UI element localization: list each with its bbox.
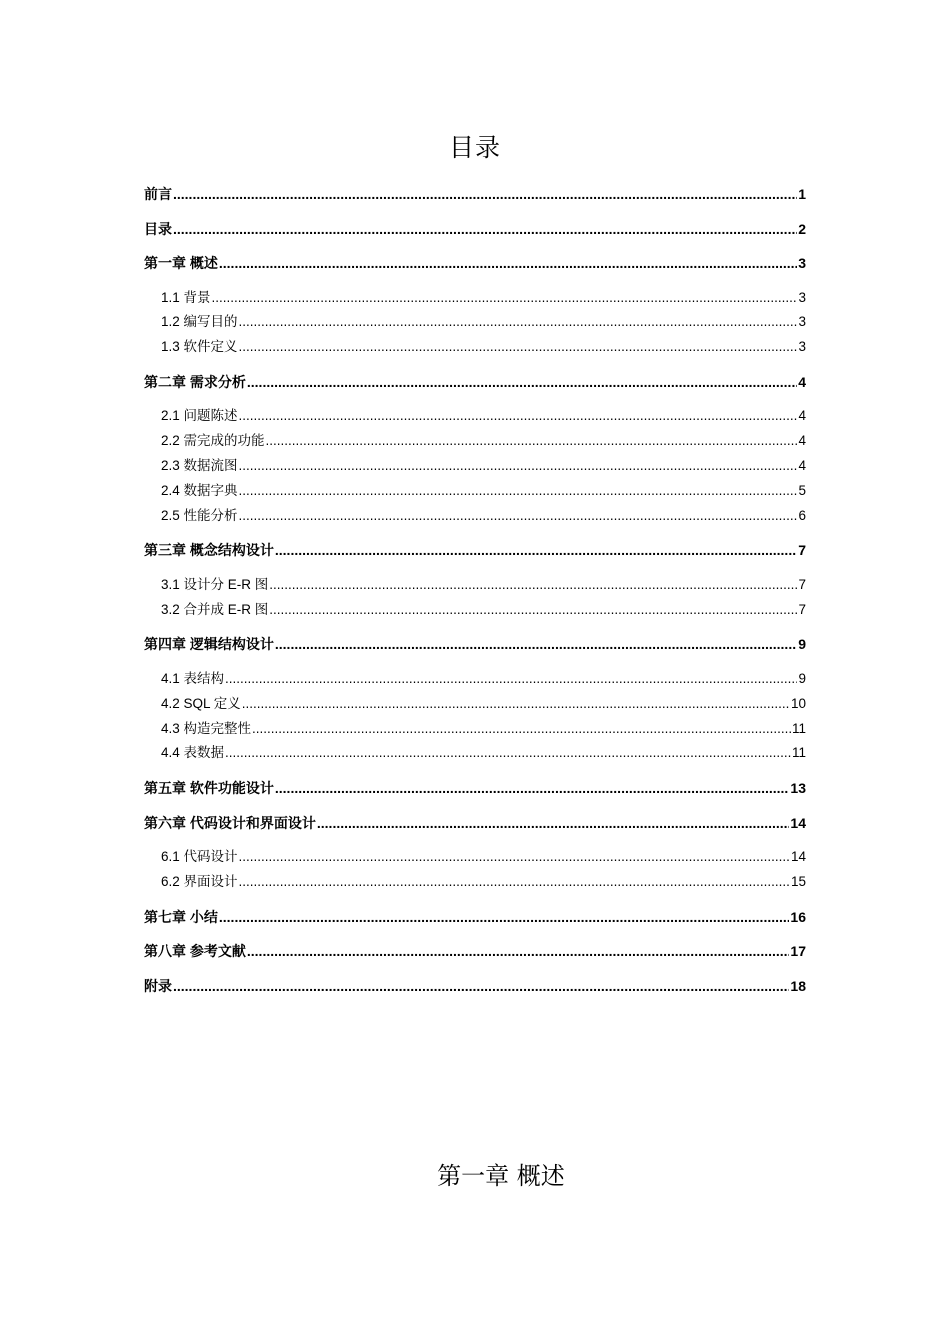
toc-entry-label: 2.3 数据流图: [161, 457, 238, 473]
toc-dot-leader: [239, 504, 798, 529]
toc-page-number: 7: [798, 542, 806, 559]
toc-page-number: 5: [798, 482, 806, 498]
toc-spacer: [144, 206, 806, 217]
toc-spacer: [144, 394, 806, 405]
toc-entry-label: 2.5 性能分析: [161, 507, 238, 523]
toc-entry-label: 第四章 逻辑结构设计: [144, 636, 274, 653]
toc-dot-leader: [275, 632, 797, 656]
toc-dot-leader: [173, 217, 797, 241]
toc-dot-leader: [269, 573, 797, 598]
toc-chapter-entry[interactable]: [144, 905, 806, 929]
toc-entry-label: 6.1 代码设计: [161, 849, 238, 865]
toc-entry-label: 附录: [144, 977, 172, 994]
toc-chapter-entry[interactable]: [144, 811, 806, 835]
toc-entry-label: 3.1 设计分 E-R 图: [161, 576, 269, 592]
toc-entry-label: 第八章 参考文献: [144, 943, 246, 960]
toc-section-entry[interactable]: [144, 667, 806, 692]
toc-spacer: [144, 895, 806, 905]
toc-section-entry[interactable]: [144, 717, 806, 742]
toc-entry-label: 4.3 构造完整性: [161, 720, 252, 736]
toc-spacer: [144, 360, 806, 370]
toc-page-number: 3: [798, 255, 806, 271]
toc-spacer: [144, 528, 806, 538]
toc-dot-leader: [247, 370, 797, 394]
toc-spacer: [144, 800, 806, 811]
toc-dot-leader: [239, 404, 798, 429]
toc-section-entry[interactable]: [144, 335, 806, 360]
toc-entry-label: 第二章 需求分析: [144, 373, 246, 390]
toc-page-number: 7: [798, 601, 806, 617]
toc-entry-label: 2.4 数据字典: [161, 482, 238, 498]
toc-section-entry[interactable]: [144, 573, 806, 598]
toc-page-number: 16: [790, 908, 806, 925]
chapter-heading: 第一章 概述: [437, 1162, 565, 1190]
toc-section-entry[interactable]: [144, 404, 806, 429]
toc-dot-leader: [242, 692, 790, 717]
toc-section-entry[interactable]: [144, 504, 806, 529]
toc-spacer: [144, 275, 806, 286]
toc-spacer: [144, 963, 806, 974]
toc-page-number: 18: [790, 977, 806, 994]
toc-page-number: 7: [798, 576, 806, 592]
toc-page-number: 1: [798, 186, 806, 202]
toc-dot-leader: [173, 182, 797, 206]
toc-title: 目录: [448, 133, 501, 162]
toc-page-number: 3: [798, 339, 806, 355]
toc-section-entry[interactable]: [144, 286, 806, 311]
toc-entry-label: 4.4 表数据: [161, 745, 225, 761]
toc-page-number: 14: [790, 849, 806, 865]
toc-entry-label: 4.2 SQL 定义: [161, 695, 241, 711]
toc-page-number: 15: [790, 873, 806, 889]
toc-section-entry[interactable]: [144, 454, 806, 479]
toc-page-number: 9: [798, 670, 806, 686]
toc-dot-leader: [252, 717, 791, 742]
toc-spacer: [144, 656, 806, 667]
table-of-contents: [144, 182, 806, 998]
toc-section-entry[interactable]: [144, 692, 806, 717]
toc-dot-leader: [275, 776, 790, 800]
toc-spacer: [144, 929, 806, 940]
toc-entry-label: 2.1 问题陈述: [161, 408, 238, 424]
toc-dot-leader: [219, 251, 797, 275]
toc-page-number: 2: [798, 220, 806, 237]
toc-page-number: 3: [798, 314, 806, 330]
toc-dot-leader: [239, 479, 798, 504]
toc-entry-label: 第五章 软件功能设计: [144, 780, 274, 797]
toc-dot-leader: [266, 429, 798, 454]
toc-chapter-entry[interactable]: [144, 370, 806, 394]
toc-spacer: [144, 835, 806, 846]
toc-dot-leader: [239, 454, 798, 479]
toc-chapter-entry[interactable]: [144, 182, 806, 206]
toc-spacer: [144, 766, 806, 776]
toc-page-number: 3: [798, 289, 806, 305]
toc-dot-leader: [275, 538, 797, 562]
toc-dot-leader: [239, 870, 790, 895]
toc-section-entry[interactable]: [144, 741, 806, 766]
toc-page-number: 17: [790, 943, 806, 960]
toc-dot-leader: [219, 905, 790, 929]
toc-entry-label: 2.2 需完成的功能: [161, 433, 265, 449]
toc-page-number: 4: [798, 408, 806, 424]
toc-page-number: 4: [798, 433, 806, 449]
toc-section-entry[interactable]: [144, 870, 806, 895]
toc-page-number: 14: [790, 814, 806, 831]
toc-page-number: 10: [790, 695, 806, 711]
toc-entry-label: 目录: [144, 220, 172, 237]
toc-section-entry[interactable]: [144, 479, 806, 504]
toc-entry-label: 1.2 编写目的: [161, 314, 238, 330]
toc-chapter-entry[interactable]: [144, 251, 806, 275]
toc-chapter-entry[interactable]: [144, 776, 806, 800]
toc-chapter-entry[interactable]: [144, 632, 806, 656]
toc-entry-label: 6.2 界面设计: [161, 873, 238, 889]
toc-dot-leader: [225, 741, 791, 766]
toc-section-entry[interactable]: [144, 310, 806, 335]
toc-dot-leader: [269, 598, 797, 623]
toc-dot-leader: [247, 939, 790, 963]
toc-page-number: 11: [791, 745, 806, 761]
toc-entry-label: 1.1 背景: [161, 289, 211, 305]
toc-chapter-entry[interactable]: [144, 974, 806, 998]
toc-dot-leader: [173, 974, 789, 998]
toc-page-number: 13: [790, 780, 806, 797]
toc-entry-label: 第七章 小结: [144, 908, 218, 925]
toc-spacer: [144, 241, 806, 252]
toc-chapter-entry[interactable]: [144, 217, 806, 241]
toc-spacer: [144, 622, 806, 632]
toc-dot-leader: [239, 845, 790, 870]
toc-entry-label: 第三章 概念结构设计: [144, 542, 274, 559]
toc-dot-leader: [225, 667, 797, 692]
toc-dot-leader: [212, 286, 798, 311]
toc-spacer: [144, 562, 806, 573]
toc-entry-label: 第六章 代码设计和界面设计: [144, 814, 316, 831]
toc-dot-leader: [317, 811, 790, 835]
toc-page-number: 6: [798, 507, 806, 523]
toc-page-number: 11: [791, 720, 806, 736]
toc-page-number: 4: [798, 457, 806, 473]
toc-entry-label: 1.3 软件定义: [161, 339, 238, 355]
toc-dot-leader: [239, 335, 798, 360]
toc-entry-label: 4.1 表结构: [161, 670, 225, 686]
toc-dot-leader: [239, 310, 798, 335]
toc-page-number: 4: [798, 373, 806, 390]
toc-section-entry[interactable]: [144, 598, 806, 623]
toc-entry-label: 第一章 概述: [144, 255, 218, 271]
toc-chapter-entry[interactable]: [144, 939, 806, 963]
toc-section-entry[interactable]: [144, 429, 806, 454]
toc-section-entry[interactable]: [144, 845, 806, 870]
toc-chapter-entry[interactable]: [144, 538, 806, 562]
toc-page-number: 9: [798, 636, 806, 653]
toc-entry-label: 前言: [144, 186, 172, 202]
toc-entry-label: 3.2 合并成 E-R 图: [161, 601, 269, 617]
